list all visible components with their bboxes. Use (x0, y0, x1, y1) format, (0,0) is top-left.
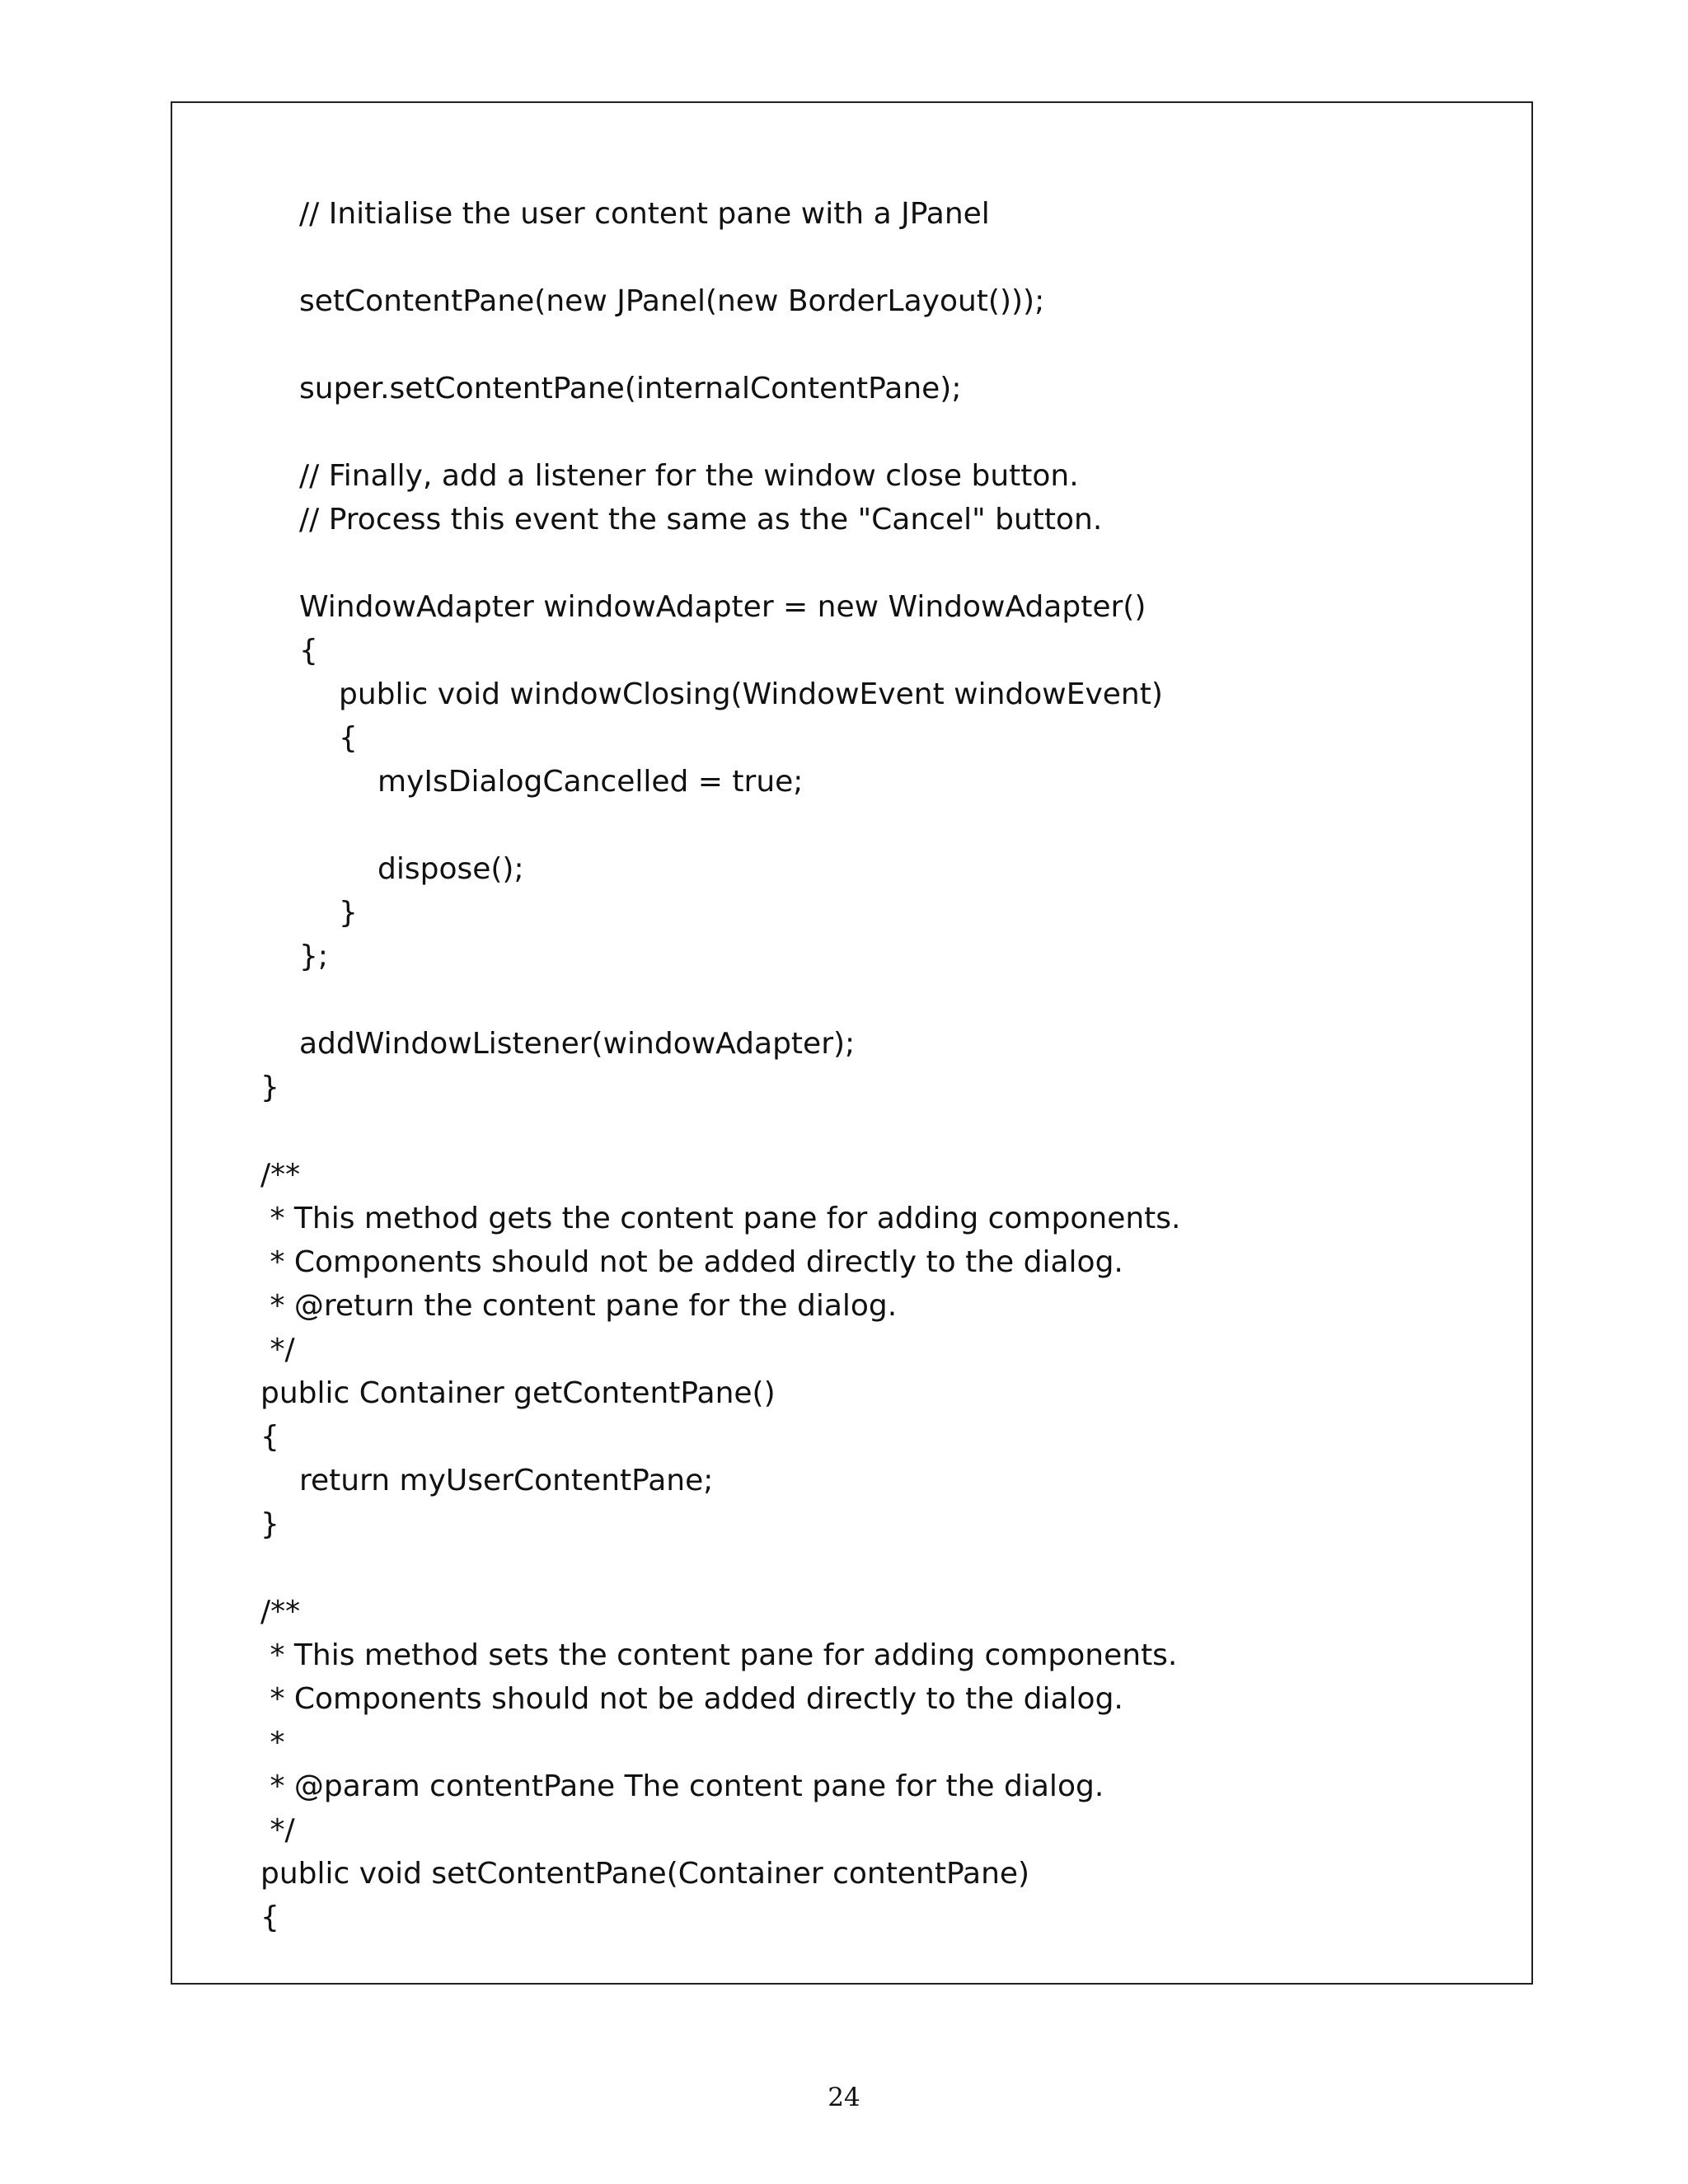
code-line: */ (260, 1333, 295, 1366)
code-line: setContentPane(new JPanel(new BorderLayout())); (299, 284, 1045, 318)
code-line: * (260, 1726, 285, 1760)
code-blank-line (260, 978, 1498, 1022)
code-line: myIsDialogCancelled = true; (377, 765, 804, 799)
code-line: } (339, 896, 358, 930)
page-number: 24 (828, 2083, 860, 2112)
code-line: { (299, 634, 318, 668)
code-line: // Process this event the same as the "Cancel" button. (299, 503, 1103, 537)
code-line: } (260, 1507, 279, 1541)
code-line: public void windowClosing(WindowEvent windowEvent) (339, 677, 1163, 711)
code-line: * Components should not be added directly to the dialog. (260, 1682, 1123, 1716)
code-line: { (260, 1420, 279, 1454)
code-line: }; (299, 940, 329, 973)
code-line: */ (260, 1813, 295, 1847)
code-line: * This method sets the content pane for adding components. (260, 1638, 1178, 1672)
code-line: WindowAdapter windowAdapter = new WindowAdapter() (299, 590, 1146, 624)
code-blank-line (260, 541, 1498, 585)
code-line: * Components should not be added directly to the dialog. (260, 1245, 1123, 1279)
code-line: addWindowListener(windowAdapter); (299, 1027, 856, 1061)
code-blank-line (260, 236, 1498, 279)
code-blank-line (260, 804, 1498, 847)
code-blank-line (260, 323, 1498, 367)
code-line: // Initialise the user content pane with a JPanel (299, 197, 990, 231)
code-line: /** (260, 1158, 301, 1192)
code-line: * This method gets the content pane for adding components. (260, 1202, 1181, 1235)
code-listing (260, 192, 1498, 1939)
code-line: dispose(); (377, 852, 524, 886)
code-line: /** (260, 1595, 301, 1629)
code-line: { (260, 1900, 279, 1934)
code-line: return myUserContentPane; (299, 1464, 714, 1497)
code-line: * @return the content pane for the dialog. (260, 1289, 898, 1323)
code-line: { (339, 721, 358, 755)
code-line: public Container getContentPane() (260, 1376, 776, 1410)
code-blank-line (260, 410, 1498, 454)
code-line: // Finally, add a listener for the window close button. (299, 459, 1079, 493)
code-line: public void setContentPane(Container contentPane) (260, 1857, 1030, 1891)
code-blank-line (260, 1546, 1498, 1590)
code-line: super.setContentPane(internalContentPane); (299, 372, 962, 405)
code-blank-line (260, 1109, 1498, 1153)
code-line: } (260, 1071, 279, 1104)
code-line: * @param contentPane The content pane for the dialog. (260, 1769, 1104, 1803)
